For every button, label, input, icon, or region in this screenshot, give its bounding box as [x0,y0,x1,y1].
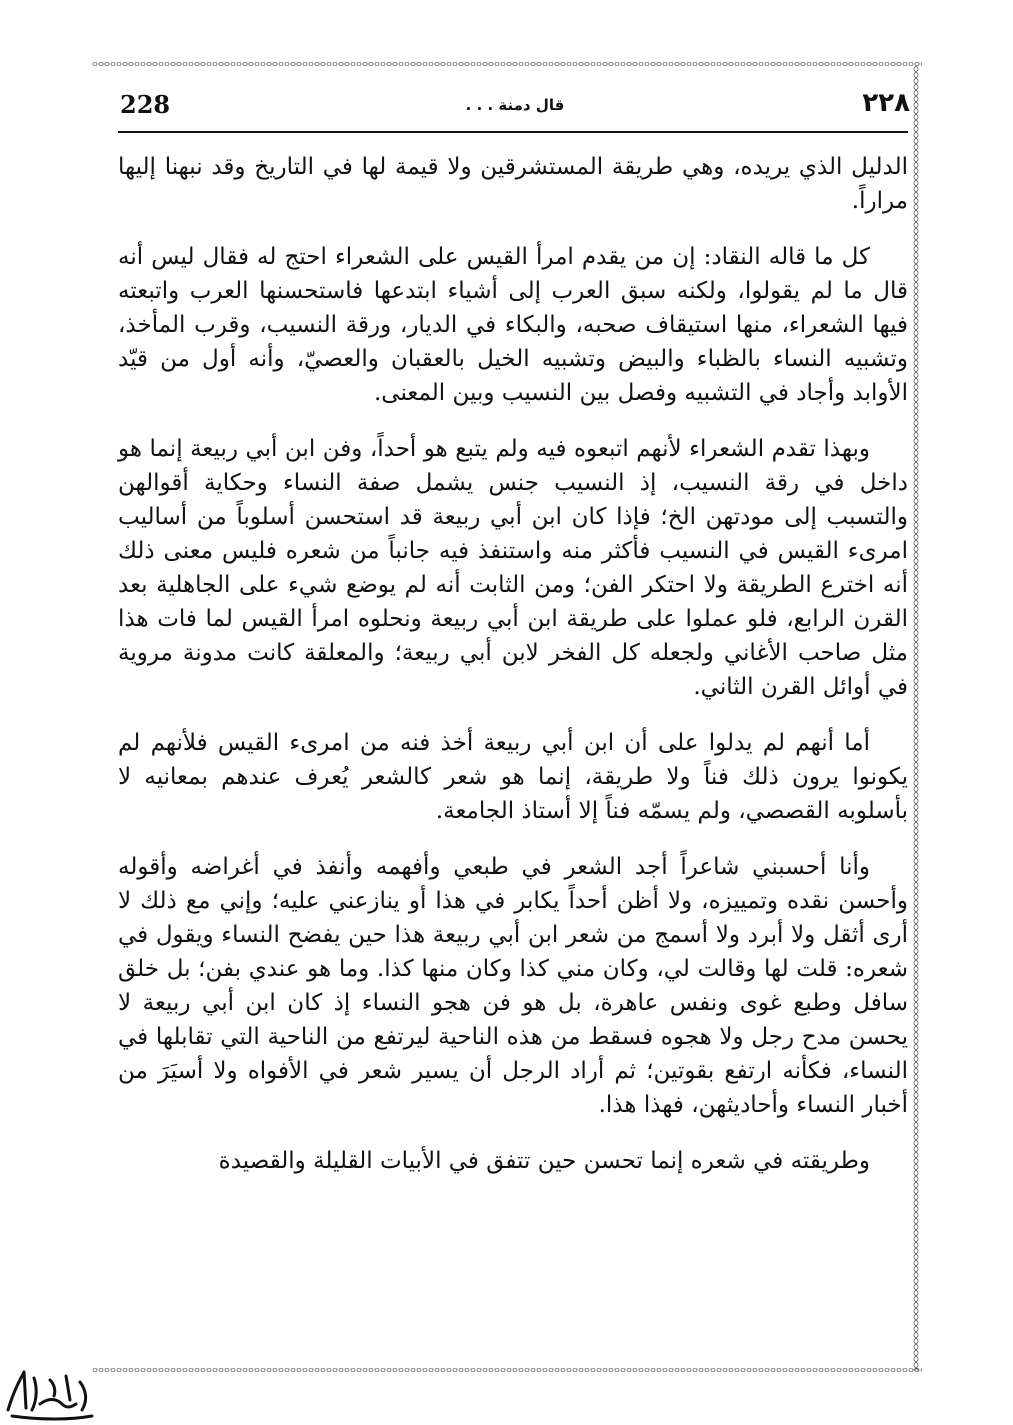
decorative-border-bottom [92,1366,922,1374]
paragraph: وطريقته في شعره إنما تحسن حين تتفق في الأبيات القليلة والقصيدة [218,1148,870,1174]
page-body [118,150,908,1200]
page-header [120,90,910,126]
page-number-arabic: ٢٢٨ [862,88,910,118]
decorative-border-top [92,60,922,68]
paragraph: وبهذا تقدم الشعراء لأنهم اتبعوه فيه ولم يتبع هو أحداً، وفن ابن أبي ربيعة إنما هو داخل في رقة النسيب، إذ النسيب جنس يشمل صفة النساء وحكاية أقوالهن والتسبب إلى مودتهن الخ؛ فإذا كان ابن أبي ربيعة قد استحسن أسلوباً من أساليب امرىء القيس في النسيب فأكثر منه واستنفذ فيه جانباً من شعره فليس معنى ذلك أنه اخترع الطريقة ولا احتكر الفن؛ ومن الثابت أنه لم يوضع شيء على الجاهلية بعد القرن الرابع، فلو عملوا على طريقة ابن أبي ربيعة ونحلوه امرأ القيس لما فات هذا مثل صاحب الأغاني ولجعله كل الفخر لابن أبي ربيعة؛ والمعلقة كانت مدونة مروية في أوائل القرن الثاني. [118,436,909,700]
calligraphic-stamp-icon [0,1360,100,1425]
paragraph: كل ما قاله النقاد: إن من يقدم امرأ القيس على الشعراء احتج له فقال ليس أنه قال ما لم يقولوا، ولكنه سبق العرب إلى أشياء ابتدعها فاستحسنها العرب واتبعته فيها الشعراء، منها استيقاف صحبه، والبكاء في الديار، ورقة النسيب، وقرب المأخذ، وتشبيه النساء بالظباء والبيض وتشبيه الخيل بالعقبان والعصيّ، وأنه أول من قيّد الأوابد وأجاد في التشبيه وفصل بين النسيب وبين المعنى. [118,244,908,406]
paragraph: الدليل الذي يريده، وهي طريقة المستشرقين ولا قيمة لها في التاريخ وقد نبهنا إليها مراراً. [118,154,908,214]
decorative-border-right [912,66,920,1371]
header-rule [118,131,908,133]
paragraph: أما أنهم لم يدلوا على أن ابن أبي ربيعة أخذ فنه من امرىء القيس فلأنهم لم يكونوا يرون ذلك فناً ولا طريقة، إنما هو شعر كالشعر يُعرف عندهم بمعانيه لا بأسلوبه القصصي، ولم يسمّه فناً إلا أستاذ الجامعة. [118,730,908,824]
running-title: قال دمنة . . . [465,96,565,114]
paragraph: وأنا أحسبني شاعراً أجد الشعر في طبعي وأفهمه وأنفذ في أغراضه وأقوله وأحسن نقده وتمييزه، ولا أظن أحداً يكابر في هذا أو ينازعني عليه؛ وإني مع ذلك لا أرى أثقل ولا أبرد ولا أسمج من شعر ابن أبي ربيعة هذا حين يفضح النساء ويقول في شعره: قلت لها وقالت لي، وكان مني كذا وكان منها كذا. وما هو عندي بفن؛ بل خلق سافل وطبع غوى ونفس عاهرة، بل هو فن هجو النساء إذ كان ابن أبي ربيعة لا يحسن مدح رجل ولا هجوه فسقط من هذه الناحية ليرتفع من الناحية التي تقابلها في النساء، فكأنه ارتفع بقوتين؛ ثم أراد الرجل أن يسير شعر في الأفواه ولا أسيَرَ من أخبار النساء وأحاديثهن، فهذا هذا. [118,854,908,1118]
page-number-latin: 228 [120,90,171,119]
